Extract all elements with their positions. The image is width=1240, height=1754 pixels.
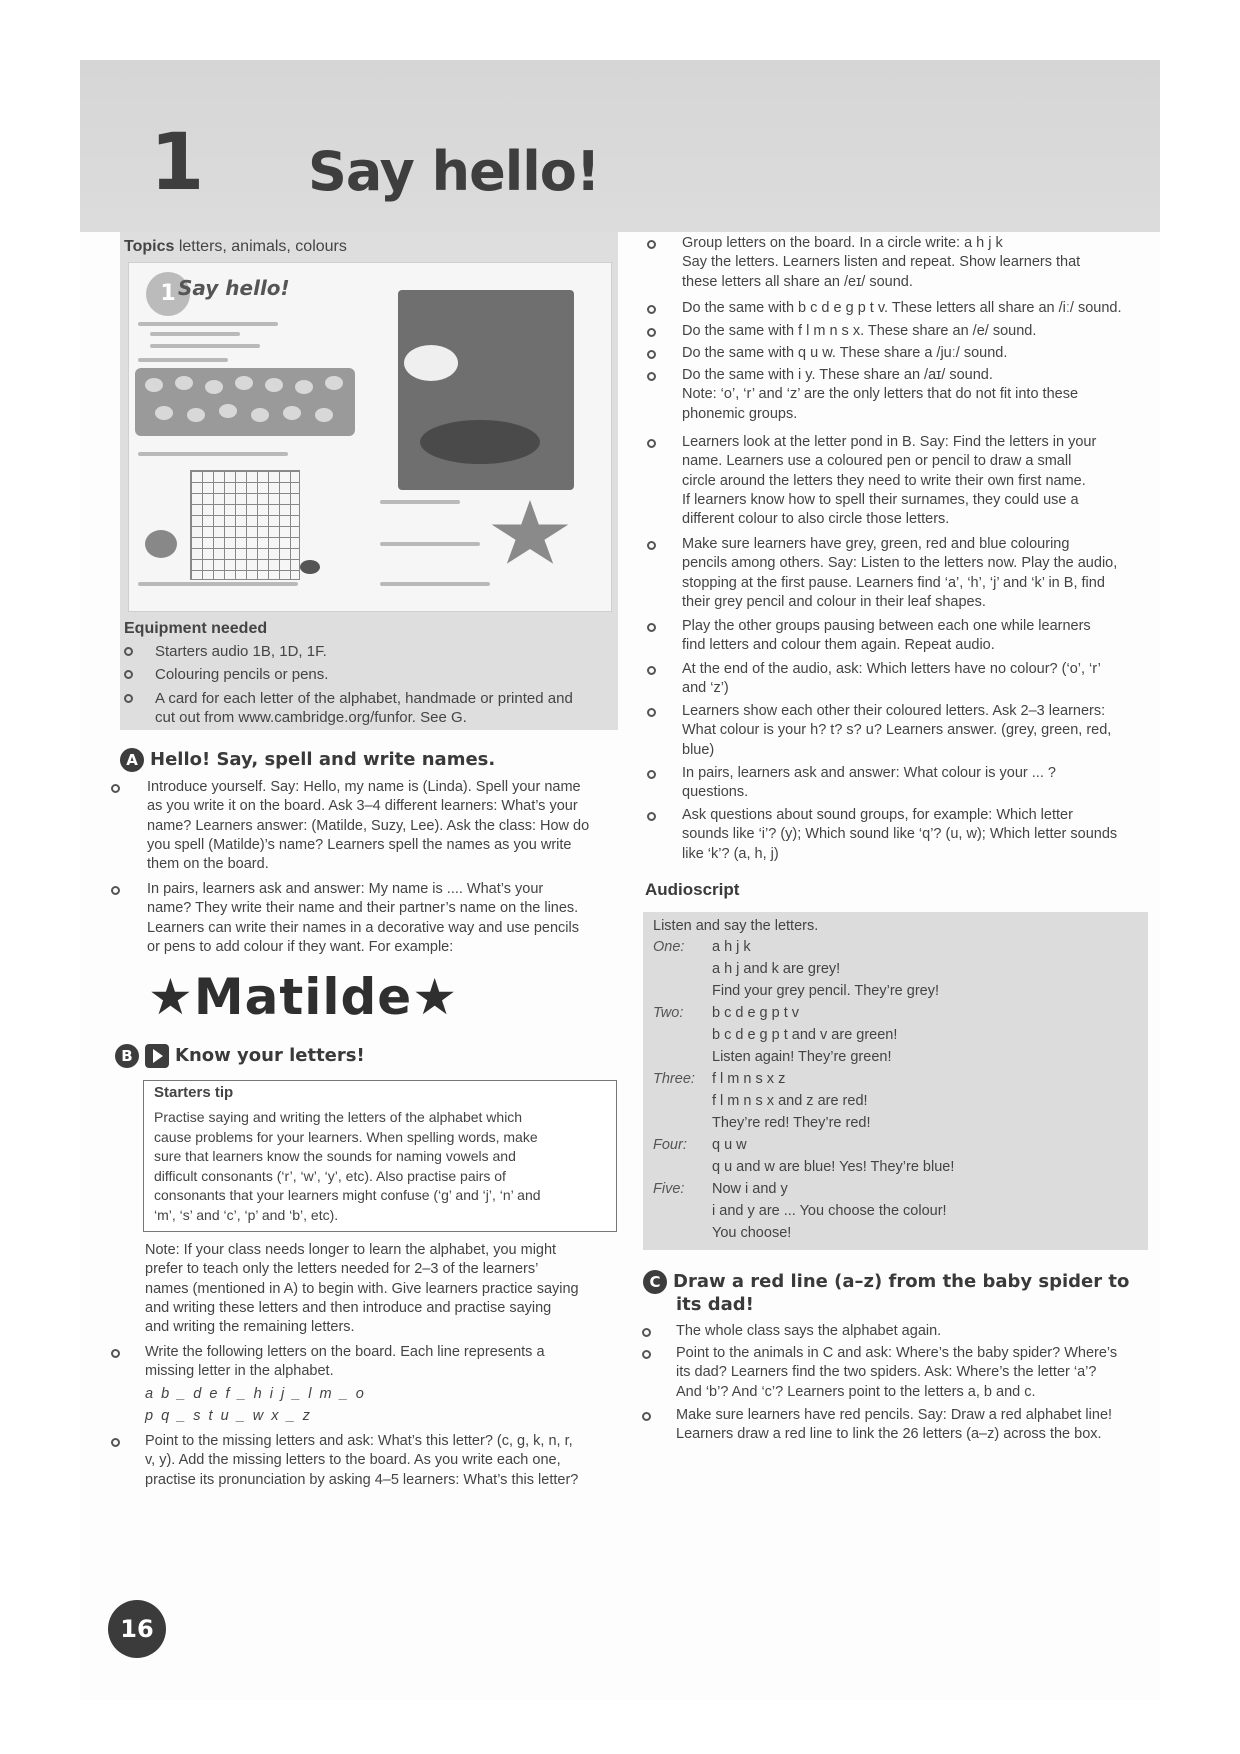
sb-text-line: [138, 322, 278, 326]
text-line: different colour to also circle those letters.: [682, 511, 950, 528]
text-line: as you write it on the board. Ask 3–4 different learners: What’s your: [147, 798, 578, 815]
text-line: and writing the remaining letters.: [145, 1319, 355, 1336]
text-line: questions.: [682, 784, 749, 801]
text-line: In pairs, learners ask and answer: My name is .... What’s your: [147, 881, 544, 897]
text-line: Note: ‘o’, ‘r’ and ‘z’ are the only letters that do not fit into these: [682, 386, 1079, 403]
text-line: name? They write their name and their partner’s name on the lines.: [147, 900, 579, 917]
bullet: [647, 623, 656, 632]
text-line: stopping at the first pause. Learners find ‘a’, ‘h’, ‘j’ and ‘k’ in B, find: [682, 574, 1105, 591]
audioscript-title: Audioscript: [645, 880, 740, 899]
unit-number: 1: [150, 118, 205, 208]
starters-tip-title: Starters tip: [154, 1084, 234, 1101]
section-b-title: Know your letters!: [175, 1045, 365, 1066]
topics-label: Topics: [124, 238, 175, 255]
section-a-paragraph-2: [147, 880, 579, 957]
sb-frog-picture: [145, 530, 177, 558]
bullet: [647, 305, 656, 314]
text-line: pencils among others. Say: Listen to the letters now. Play the audio,: [682, 555, 1118, 572]
audioscript-line: You choose!: [712, 1225, 792, 1241]
bullet: [111, 886, 120, 895]
sb-text-line: [380, 582, 490, 586]
bullet: [124, 670, 133, 679]
sb-letter-pond: [135, 368, 355, 436]
right-paragraph-2: Do the same with b c d e g p t v. These letters all share an /iː/ sound.: [682, 300, 1122, 316]
text-line: sure that learners know the sounds for naming vowels and: [154, 1148, 516, 1164]
text-line: difficult consonants (‘r’, ‘w’, ‘y’, etc). Also practise pairs of: [154, 1167, 506, 1184]
bullet: [647, 240, 656, 249]
starters-tip-text: [154, 1108, 541, 1225]
text-line: like ‘k’? (a, h, j): [682, 845, 779, 862]
text-line: At the end of the audio, ask: Which letters have no colour? (‘o’, ‘r’: [682, 661, 1101, 677]
sb-pond-picture: [420, 420, 540, 464]
alphabet-sequence-1: a b _ d e f _ h i j _ l m _ o: [145, 1386, 366, 1402]
sb-text-line: [138, 452, 288, 456]
right-paragraph-5: [682, 366, 1078, 424]
section-a-heading: [120, 748, 495, 772]
bullet: [647, 666, 656, 675]
text-line: and writing these letters and then introduce and practise saying: [145, 1299, 552, 1316]
equipment-item: Colouring pencils or pens.: [155, 666, 329, 683]
audioscript-line: a h j and k are grey!: [712, 961, 841, 977]
bullet: [124, 694, 133, 703]
sb-unit-badge: 1: [146, 272, 190, 316]
right-paragraph-8: [682, 617, 1091, 656]
text-line: Note: If your class needs longer to learn the alphabet, you might: [145, 1242, 557, 1258]
sb-text-line: [138, 582, 298, 586]
audioscript-label: Three:: [653, 1071, 695, 1087]
audioscript-label: One:: [653, 939, 685, 955]
sb-letter-grid: [190, 470, 300, 580]
text-line: Play the other groups pausing between each one while learners: [682, 618, 1091, 634]
sb-text-line: [380, 542, 480, 546]
section-a-paragraph-1: [147, 778, 589, 874]
audioscript-line: f l m n s x z: [712, 1071, 786, 1087]
equipment-item: cut out from www.cambridge.org/funfor. See G.: [155, 709, 467, 726]
right-paragraph-11: [682, 764, 1056, 803]
audio-play-icon: [145, 1044, 169, 1068]
alphabet-sequence-2: p q _ s t u _ w x _ z: [145, 1408, 312, 1424]
section-b-heading: [115, 1044, 365, 1068]
text-line: sounds like ‘i’? (y); Which sound like ‘q’? (u, w); Which letter sounds: [682, 826, 1118, 843]
audioscript-line: They’re red! They’re red!: [712, 1115, 871, 1131]
audioscript-label: Four:: [653, 1137, 687, 1153]
right-paragraph-6: [682, 433, 1096, 529]
text-line: or pens to add colour if they want. For example:: [147, 938, 454, 955]
audioscript-line: b c d e g p t and v are green!: [712, 1027, 898, 1043]
text-line: In pairs, learners ask and answer: What colour is your ... ?: [682, 765, 1056, 781]
bullet: [647, 541, 656, 550]
text-line: missing letter in the alphabet.: [145, 1363, 334, 1380]
text-line: consonants that your learners might confuse (‘g’ and ‘j’, ‘n’ and: [154, 1187, 541, 1203]
section-c-title-line-2: its dad!: [676, 1294, 754, 1315]
bullet: [124, 647, 133, 656]
bullet: [647, 770, 656, 779]
text-line: v, y). Add the missing letters to the board. As you write each one,: [145, 1452, 561, 1469]
right-paragraph-9: [682, 660, 1101, 699]
section-c-paragraph-3: [676, 1406, 1112, 1445]
text-line: Learners look at the letter pond in B. Say: Find the letters in your: [682, 434, 1097, 450]
text-line: Introduce yourself. Say: Hello, my name is (Linda). Spell your name: [147, 779, 581, 795]
section-c-paragraph-2: [676, 1344, 1117, 1402]
audioscript-line: q u w: [712, 1137, 747, 1153]
text-line: and ‘z’): [682, 680, 729, 697]
section-b-note: [145, 1241, 579, 1337]
text-line: practise its pronunciation by asking 4–5 learners: What’s this letter?: [145, 1471, 579, 1488]
unit-title: Say hello!: [308, 140, 600, 203]
audioscript-label: Two:: [653, 1005, 684, 1021]
text-line: Make sure learners have grey, green, red and blue colouring: [682, 536, 1070, 552]
audioscript-line: Listen again! They’re green!: [712, 1049, 892, 1065]
text-line: Learners draw a red line to link the 26 letters (a–z) across the box.: [676, 1426, 1102, 1443]
bullet: [642, 1412, 651, 1421]
text-line: Make sure learners have red pencils. Say: Draw a red alphabet line!: [676, 1407, 1113, 1423]
bullet: [647, 350, 656, 359]
right-paragraph-10: [682, 702, 1111, 760]
text-line: name? Learners answer: (Matilde, Suzy, Lee). Ask the class: How do: [147, 817, 590, 834]
text-line: Write the following letters on the board. Each line represents a: [145, 1344, 545, 1360]
right-paragraph-7: [682, 535, 1117, 612]
text-line: its dad? Learners find the two spiders. Ask: Where’s the letter ‘a’?: [676, 1364, 1097, 1381]
text-line: you spell (Matilde)’s name? Learners spell the names as you write: [147, 836, 572, 853]
page-number: 16: [108, 1600, 166, 1658]
text-line: Do the same with i y. These share an /aɪ/ sound.: [682, 367, 993, 383]
equipment-item: A card for each letter of the alphabet, handmade or printed and: [155, 690, 573, 707]
text-line: prefer to teach only the letters needed for 2–3 of the learners’: [145, 1261, 539, 1278]
audioscript-label: Five:: [653, 1181, 685, 1197]
section-letter-badge: C: [643, 1270, 667, 1294]
text-line: What colour is your h? t? s? u? Learners answer. (grey, green, red,: [682, 722, 1112, 739]
sb-text-line: [380, 500, 460, 504]
section-a-title: Hello! Say, spell and write names.: [150, 749, 496, 770]
right-paragraph-4: Do the same with q u w. These share a /juː/ sound.: [682, 345, 1008, 361]
example-name-matilde: ★Matilde★: [148, 968, 459, 1026]
sb-text-line: [150, 332, 240, 336]
text-line: If learners know how to spell their surnames, they could use a: [682, 491, 1079, 508]
equipment-item: Starters audio 1B, 1D, 1F.: [155, 643, 327, 660]
text-line: And ‘b’? And ‘c’? Learners point to the letters a, b and c.: [676, 1383, 1036, 1400]
bullet: [111, 1438, 120, 1447]
text-line: them on the board.: [147, 856, 269, 873]
bullet: [647, 439, 656, 448]
equipment-title: Equipment needed: [124, 620, 268, 637]
section-c-title: Draw a red line (a–z) from the baby spider to: [673, 1271, 1130, 1292]
text-line: find letters and colour them again. Repeat audio.: [682, 637, 995, 654]
audioscript-line: Now i and y: [712, 1181, 788, 1197]
bullet: [647, 328, 656, 337]
section-c-heading: [643, 1270, 1129, 1294]
topics-text: letters, animals, colours: [174, 238, 347, 255]
text-line: Practise saying and writing the letters of the alphabet which: [154, 1109, 523, 1125]
text-line: Point to the animals in C and ask: Where’s the baby spider? Where’s: [676, 1345, 1118, 1361]
sb-title: Say hello!: [178, 276, 290, 300]
text-line: Point to the missing letters and ask: What’s this letter? (c, g, k, n, r,: [145, 1433, 573, 1449]
bullet: [642, 1350, 651, 1359]
text-line: Ask questions about sound groups, for example: Which letter: [682, 807, 1073, 823]
sb-text-line: [138, 358, 228, 362]
unit-header: [80, 60, 1160, 232]
text-line: names (mentioned in A) to begin with. Give learners practice saying: [145, 1280, 579, 1297]
text-line: phonemic groups.: [682, 405, 798, 422]
text-line: Learners show each other their coloured letters. Ask 2–3 learners:: [682, 703, 1106, 719]
right-paragraph-3: Do the same with f l m n s x. These share an /e/ sound.: [682, 323, 1037, 339]
audioscript-line: b c d e g p t v: [712, 1005, 800, 1021]
text-line: name. Learners use a coloured pen or pencil to draw a small: [682, 453, 1072, 470]
sb-spider-picture: [300, 560, 320, 574]
audioscript-line: i and y are ... You choose the colour!: [712, 1203, 947, 1219]
right-paragraph-12: [682, 806, 1117, 864]
right-paragraph-1: [682, 234, 1080, 292]
section-b-paragraph-1: [145, 1343, 545, 1382]
section-letter-badge: B: [115, 1044, 139, 1068]
bullet: [111, 1349, 120, 1358]
sb-text-line: [150, 344, 260, 348]
audioscript-line: a h j k: [712, 939, 751, 955]
topics-line: [124, 238, 347, 256]
text-line: their grey pencil and colour in their leaf shapes.: [682, 593, 986, 610]
bullet: [647, 372, 656, 381]
text-line: Learners can write their names in a decorative way and use pencils: [147, 919, 580, 936]
bullet: [111, 784, 120, 793]
text-line: Group letters on the board. In a circle write: a h j k: [682, 235, 1003, 251]
section-b-paragraph-2: [145, 1432, 578, 1490]
audioscript-intro: Listen and say the letters.: [653, 918, 819, 934]
text-line: Say the letters. Learners listen and repeat. Show learners that: [682, 254, 1081, 271]
text-line: these letters all share an /eɪ/ sound.: [682, 273, 913, 290]
text-line: blue): [682, 741, 715, 758]
text-line: ‘m’, ‘s’ and ‘c’, ‘p’ and ‘b’, etc).: [154, 1206, 339, 1223]
section-letter-badge: A: [120, 748, 144, 772]
sb-sheep-picture: [404, 345, 458, 381]
bullet: [647, 708, 656, 717]
text-line: cause problems for your learners. When spelling words, make: [154, 1128, 538, 1145]
audioscript-line: q u and w are blue! Yes! They’re blue!: [712, 1159, 955, 1175]
bullet: [642, 1328, 651, 1337]
bullet: [647, 812, 656, 821]
audioscript-line: f l m n s x and z are red!: [712, 1093, 868, 1109]
section-c-paragraph-1: The whole class says the alphabet again.: [676, 1323, 942, 1339]
audioscript-line: Find your grey pencil. They’re grey!: [712, 983, 940, 999]
text-line: circle around the letters they need to write their own first name.: [682, 472, 1086, 489]
